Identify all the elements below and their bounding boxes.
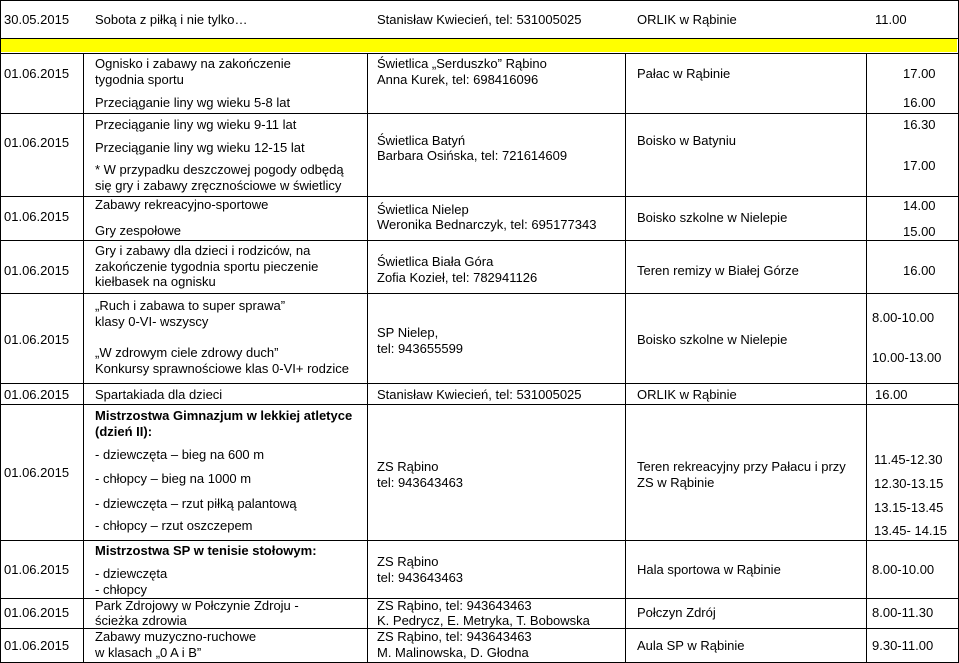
row-border	[0, 240, 959, 241]
event-cell: Konkursy sprawnościowe klas 0-VI+ rodzice	[95, 361, 349, 376]
event-cell: Zabawy muzyczno-ruchowe	[95, 629, 257, 644]
event-cell: Przeciąganie liny wg wieku 12-15 lat	[95, 140, 305, 155]
place-cell: ORLIK w Rąbinie	[637, 12, 737, 27]
date-cell: 01.06.2015	[4, 209, 70, 224]
organizer-cell: ZS Rąbino	[377, 554, 439, 569]
event-title: Sobota z piłką i nie tylko…	[95, 12, 248, 27]
time-cell: 8.00-10.00	[872, 562, 935, 577]
organizer-cell: Świetlica Biała Góra	[377, 254, 494, 269]
organizer-cell: Stanisław Kwiecień, tel: 531005025	[377, 387, 582, 402]
event-cell: klasy 0-VI- wszyscy	[95, 314, 209, 329]
date-cell: 30.05.2015	[4, 12, 70, 27]
section-heading: (dzień II):	[95, 424, 153, 439]
time-cell: 13.45- 14.15	[874, 523, 948, 538]
time-cell: 17.00	[903, 158, 936, 173]
place-cell: ZS w Rąbinie	[637, 475, 715, 490]
event-cell: - dziewczęta – bieg na 600 m	[95, 447, 265, 462]
organizer-cell: ZS Rąbino	[377, 459, 439, 474]
place-cell: ORLIK w Rąbinie	[637, 387, 737, 402]
row-border	[0, 38, 959, 39]
row-border	[0, 113, 959, 114]
event-cell: „W zdrowym ciele zdrowy duch”	[95, 345, 279, 360]
organizer-cell: Anna Kurek, tel: 698416096	[377, 72, 539, 87]
event-cell: tygodnia sportu	[95, 72, 184, 87]
time-cell: 17.00	[903, 66, 936, 81]
event-cell: Ognisko i zabawy na zakończenie	[95, 56, 291, 71]
event-cell: - dziewczęta – rzut piłką palantową	[95, 496, 297, 511]
organizer-cell: ZS Rąbino, tel: 943643463	[377, 598, 532, 613]
organizer-cell: tel: 943655599	[377, 341, 464, 356]
organizer-cell: tel: 943643463	[377, 475, 464, 490]
date-cell: 01.06.2015	[4, 263, 70, 278]
place-cell: Boisko w Batyniu	[637, 133, 736, 148]
organizer-cell: tel: 943643463	[377, 570, 464, 585]
time-cell: 15.00	[903, 224, 936, 239]
time-cell: 16.30	[903, 117, 936, 132]
time-cell: 13.15-13.45	[874, 500, 944, 515]
time-cell: 9.30-11.00	[872, 638, 934, 653]
row-border	[0, 53, 959, 54]
organizer-cell: Świetlica Nielep	[377, 202, 469, 217]
time-cell: 16.00	[875, 387, 908, 402]
organizer-cell: Zofia Kozieł, tel: 782941126	[377, 270, 538, 285]
time-cell: 11.00	[875, 12, 907, 27]
organizer-cell: Stanisław Kwiecień, tel: 531005025	[377, 12, 582, 27]
time-cell: 16.00	[903, 95, 936, 110]
event-cell: w klasach „0 A i B”	[95, 645, 202, 660]
col-border	[83, 53, 84, 663]
event-cell: - chłopcy – bieg na 1000 m	[95, 471, 252, 486]
organizer-cell: M. Malinowska, D. Głodna	[377, 645, 529, 660]
date-cell: 01.06.2015	[4, 66, 70, 81]
time-cell: 14.00	[903, 198, 936, 213]
row-border	[0, 540, 959, 541]
event-cell: ścieżka zdrowia	[95, 613, 187, 628]
event-cell: Zabawy rekreacyjno-sportowe	[95, 197, 269, 212]
yellow-separator	[0, 39, 957, 52]
section-heading: Mistrzostwa SP w tenisie stołowym:	[95, 543, 317, 558]
organizer-cell: Świetlica Batyń	[377, 133, 466, 148]
organizer-cell: Świetlica „Serduszko” Rąbino	[377, 56, 547, 71]
organizer-cell: ZS Rąbino, tel: 943643463	[377, 629, 532, 644]
time-cell: 8.00-11.30	[872, 605, 934, 620]
organizer-cell: Barbara Osińska, tel: 721614609	[377, 148, 568, 163]
row-border	[0, 0, 959, 1]
col-border	[866, 53, 867, 663]
col-border	[367, 53, 368, 663]
event-cell: kiełbasek na ognisku	[95, 274, 216, 289]
place-cell: Pałac w Rąbinie	[637, 66, 731, 81]
date-cell: 01.06.2015	[4, 465, 70, 480]
note-cell: się gry i zabawy zręcznościowe w świetlicy	[95, 178, 342, 193]
section-heading: Mistrzostwa Gimnazjum w lekkiej atletyce	[95, 408, 353, 423]
event-cell: - dziewczęta	[95, 566, 168, 581]
time-cell: 10.00-13.00	[872, 350, 942, 365]
time-cell: 12.30-13.15	[874, 476, 944, 491]
col-border	[0, 0, 1, 663]
event-cell: Gry zespołowe	[95, 223, 181, 238]
event-cell: Park Zdrojowy w Połczynie Zdroju -	[95, 598, 299, 613]
place-cell: Aula SP w Rąbinie	[637, 638, 745, 653]
event-cell: Przeciąganie liny wg wieku 5-8 lat	[95, 95, 291, 110]
place-cell: Boisko szkolne w Nielepie	[637, 332, 788, 347]
date-cell: 01.06.2015	[4, 387, 70, 402]
place-cell: Hala sportowa w Rąbinie	[637, 562, 781, 577]
row-border	[0, 383, 959, 384]
place-cell: Połczyn Zdrój	[637, 605, 716, 620]
event-cell: „Ruch i zabawa to super sprawa”	[95, 298, 286, 313]
event-cell: - chłopcy	[95, 582, 148, 597]
organizer-cell: SP Nielep,	[377, 325, 439, 340]
col-border	[625, 53, 626, 663]
event-cell: Przeciąganie liny wg wieku 9-11 lat	[95, 117, 297, 132]
event-cell: - chłopcy – rzut oszczepem	[95, 518, 253, 533]
time-cell: 8.00-10.00	[872, 310, 935, 325]
date-cell: 01.06.2015	[4, 332, 70, 347]
row-border	[0, 404, 959, 405]
note-cell: * W przypadku deszczowej pogody odbędą	[95, 162, 344, 177]
place-cell: Teren rekreacyjny przy Pałacu i przy	[637, 459, 846, 474]
date-cell: 01.06.2015	[4, 135, 70, 150]
event-cell: Gry i zabawy dla dzieci i rodziców, na	[95, 243, 311, 258]
organizer-cell: Weronika Bednarczyk, tel: 695177343	[377, 217, 597, 232]
date-cell: 01.06.2015	[4, 638, 70, 653]
place-cell: Teren remizy w Białej Górze	[637, 263, 799, 278]
date-cell: 01.06.2015	[4, 562, 70, 577]
place-cell: Boisko szkolne w Nielepie	[637, 210, 788, 225]
event-title: Spartakiada dla dzieci	[95, 387, 223, 402]
event-cell: zakończenie tygodnia sportu pieczenie	[95, 259, 319, 274]
date-cell: 01.06.2015	[4, 605, 70, 620]
organizer-cell: K. Pedrycz, E. Metryka, T. Bobowska	[377, 613, 590, 628]
time-cell: 11.45-12.30	[874, 452, 943, 467]
time-cell: 16.00	[903, 263, 936, 278]
row-border	[0, 293, 959, 294]
